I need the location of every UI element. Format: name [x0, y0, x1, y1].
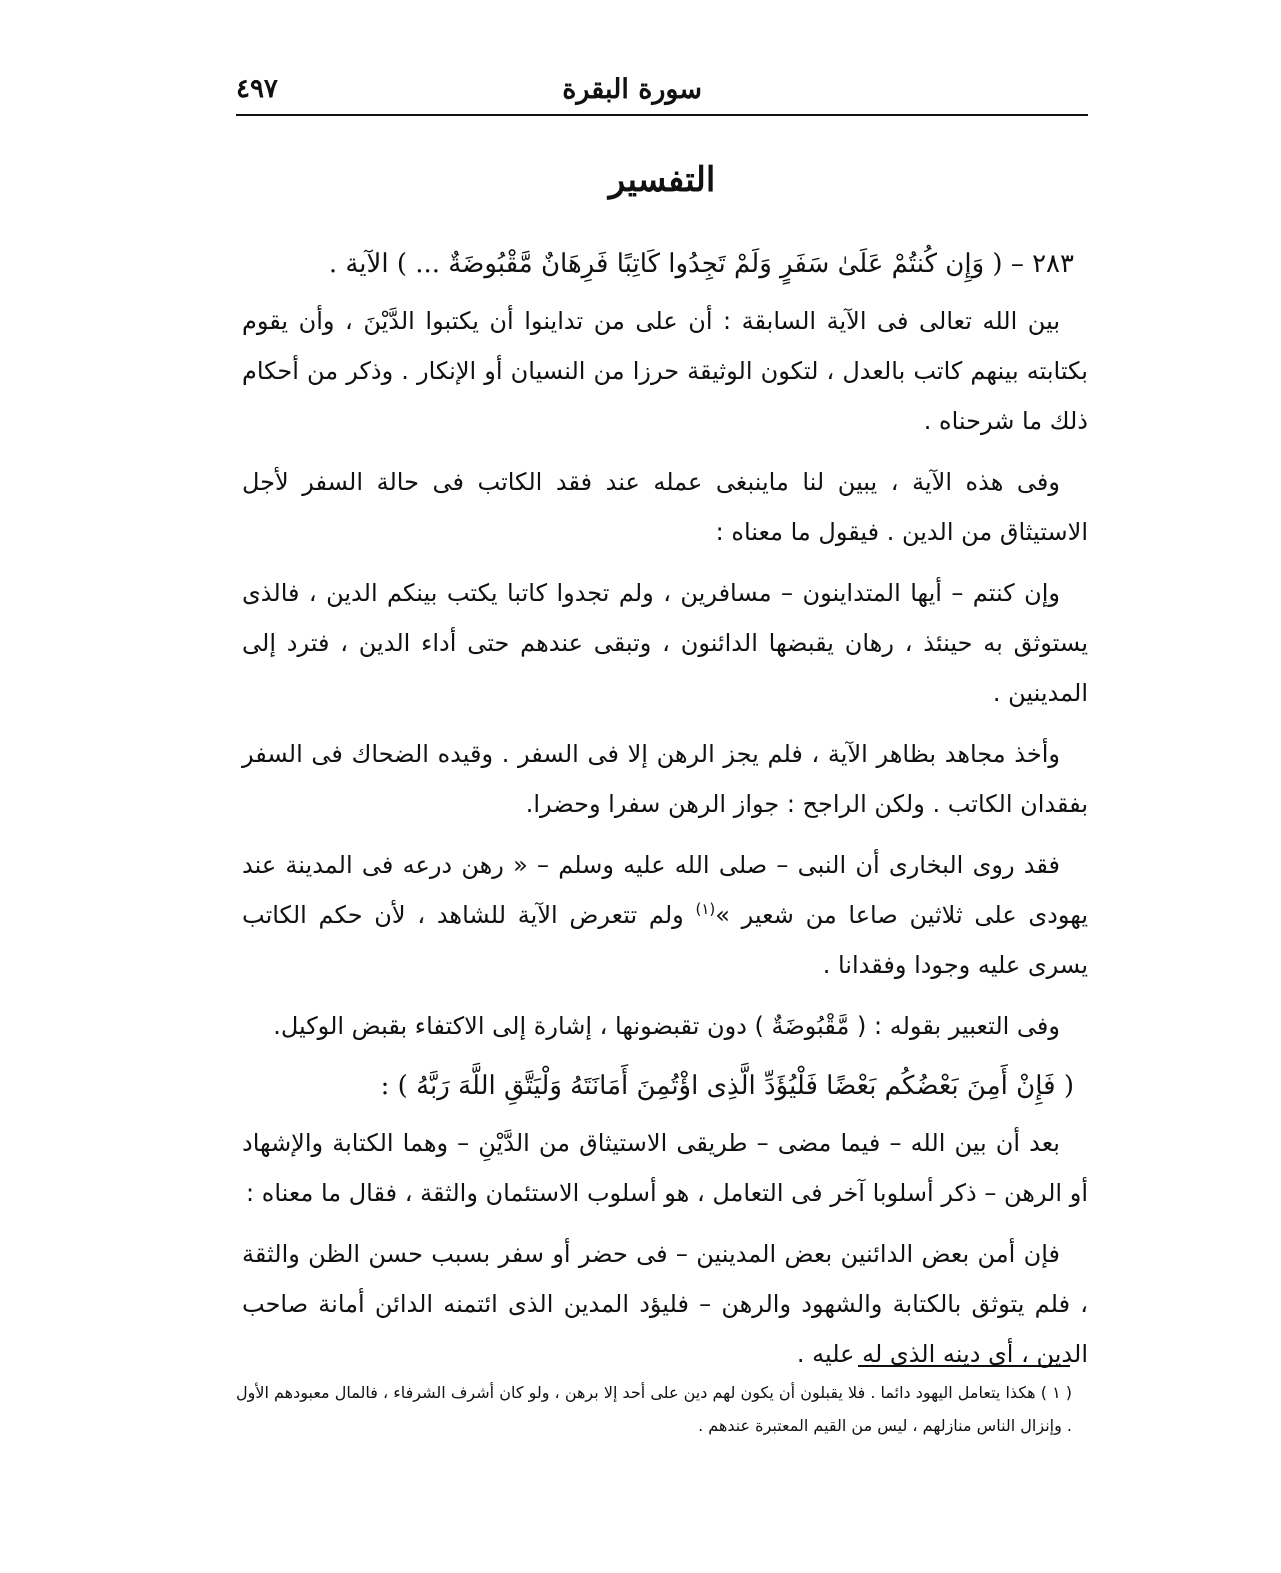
paragraph: وفى التعبير بقوله : ( مَّقْبُوضَةٌ ) دون تقبضونها ، إشارة إلى الاكتفاء بقبض الوكيل.	[273, 1012, 1060, 1040]
footnote-marker: (١)	[695, 900, 716, 918]
paragraph-text: فقد روى البخارى أن النبى – صلى الله عليه وسلم – « رهن درعه فى المدينة عند يهودى على ثلاثين صاعا من شعير »	[242, 851, 1088, 929]
paragraph-text: ولم تتعرض الآية للشاهد ، لأن حكم الكاتب يسرى عليه وجودا وفقدانا .	[242, 901, 1088, 979]
verse-paragraph: ٢٨٣ – ( وَإِن كُنتُمْ عَلَىٰ سَفَرٍ وَلَمْ تَجِدُوا كَاتِبًا فَرِهَانٌ مَّقْبُوضَةٌ ... ) الآية .	[328, 249, 1074, 279]
paragraph-with-footnote	[242, 840, 1088, 990]
paragraph: وإن كنتم – أيها المتداينون – مسافرين ، ولم تجدوا كاتبا يكتب بينكم الدين ، فالذى يستوثق به حينئذ ، رهان يقبضها الدائنون ، وتبقى عندهم حتى أداء الدين ، فترد إلى المدينين .	[242, 579, 1088, 707]
paragraph: بعد أن بين الله – فيما مضى – طريقى الاستيثاق من الدَّيْنِ – وهما الكتابة والإشهاد أو الرهن – ذكر أسلوبا آخر فى التعامل ، هو أسلوب الاستئمان والثقة ، فقال ما معناه :	[242, 1129, 1088, 1207]
footnote-rule	[858, 1365, 1070, 1367]
page-number: ٤٩٧	[236, 74, 278, 104]
header-rule	[236, 114, 1088, 116]
running-title: سورة البقرة	[562, 73, 702, 105]
body-text	[242, 240, 1088, 1390]
paragraph: وفى هذه الآية ، يبين لنا ماينبغى عمله عند فقد الكاتب فى حالة السفر لأجل الاستيثاق من الدين . فيقول ما معناه :	[242, 468, 1088, 546]
footnote: ( ١ ) هكذا يتعامل اليهود دائما . فلا يقبلون أن يكون لهم دين على أحد إلا برهن ، ولو كان أشرف الشرفاء ، فالمال معبودهم الأول . وإنزال الناس منازلهم ، ليس من القيم المعتبرة عندهم .	[236, 1383, 1073, 1435]
paragraph: وأخذ مجاهد بظاهر الآية ، فلم يجز الرهن إلا فى السفر . وقيده الضحاك فى السفر بفقدان الكاتب . ولكن الراجح : جواز الرهن سفرا وحضرا.	[242, 740, 1088, 818]
verse-paragraph: ( فَإِنْ أَمِنَ بَعْضُكُم بَعْضًا فَلْيُؤَدِّ الَّذِى اؤْتُمِنَ أَمَانَتَهُ وَلْيَتَّقِ اللَّهَ رَبَّهُ ) :	[380, 1071, 1074, 1101]
page-header	[236, 70, 1088, 108]
paragraph: فإن أمن بعض الدائنين بعض المدينين – فى حضر أو سفر بسبب حسن الظن والثقة ، فلم يتوثق بالكتابة والشهود والرهن – فليؤد المدين الذى ائتمنه الدائن أمانة صاحب الدين ، أى دينه الذى له عليه .	[242, 1240, 1088, 1368]
section-title: التفسير	[608, 160, 716, 200]
paragraph: بين الله تعالى فى الآية السابقة : أن على من تداينوا أن يكتبوا الدَّيْنَ ، وأن يقوم بكتابته بينهم كاتب بالعدل ، لتكون الوثيقة حرزا من النسيان أو الإنكار . وذكر من أحكام ذلك ما شرحناه .	[242, 307, 1088, 435]
